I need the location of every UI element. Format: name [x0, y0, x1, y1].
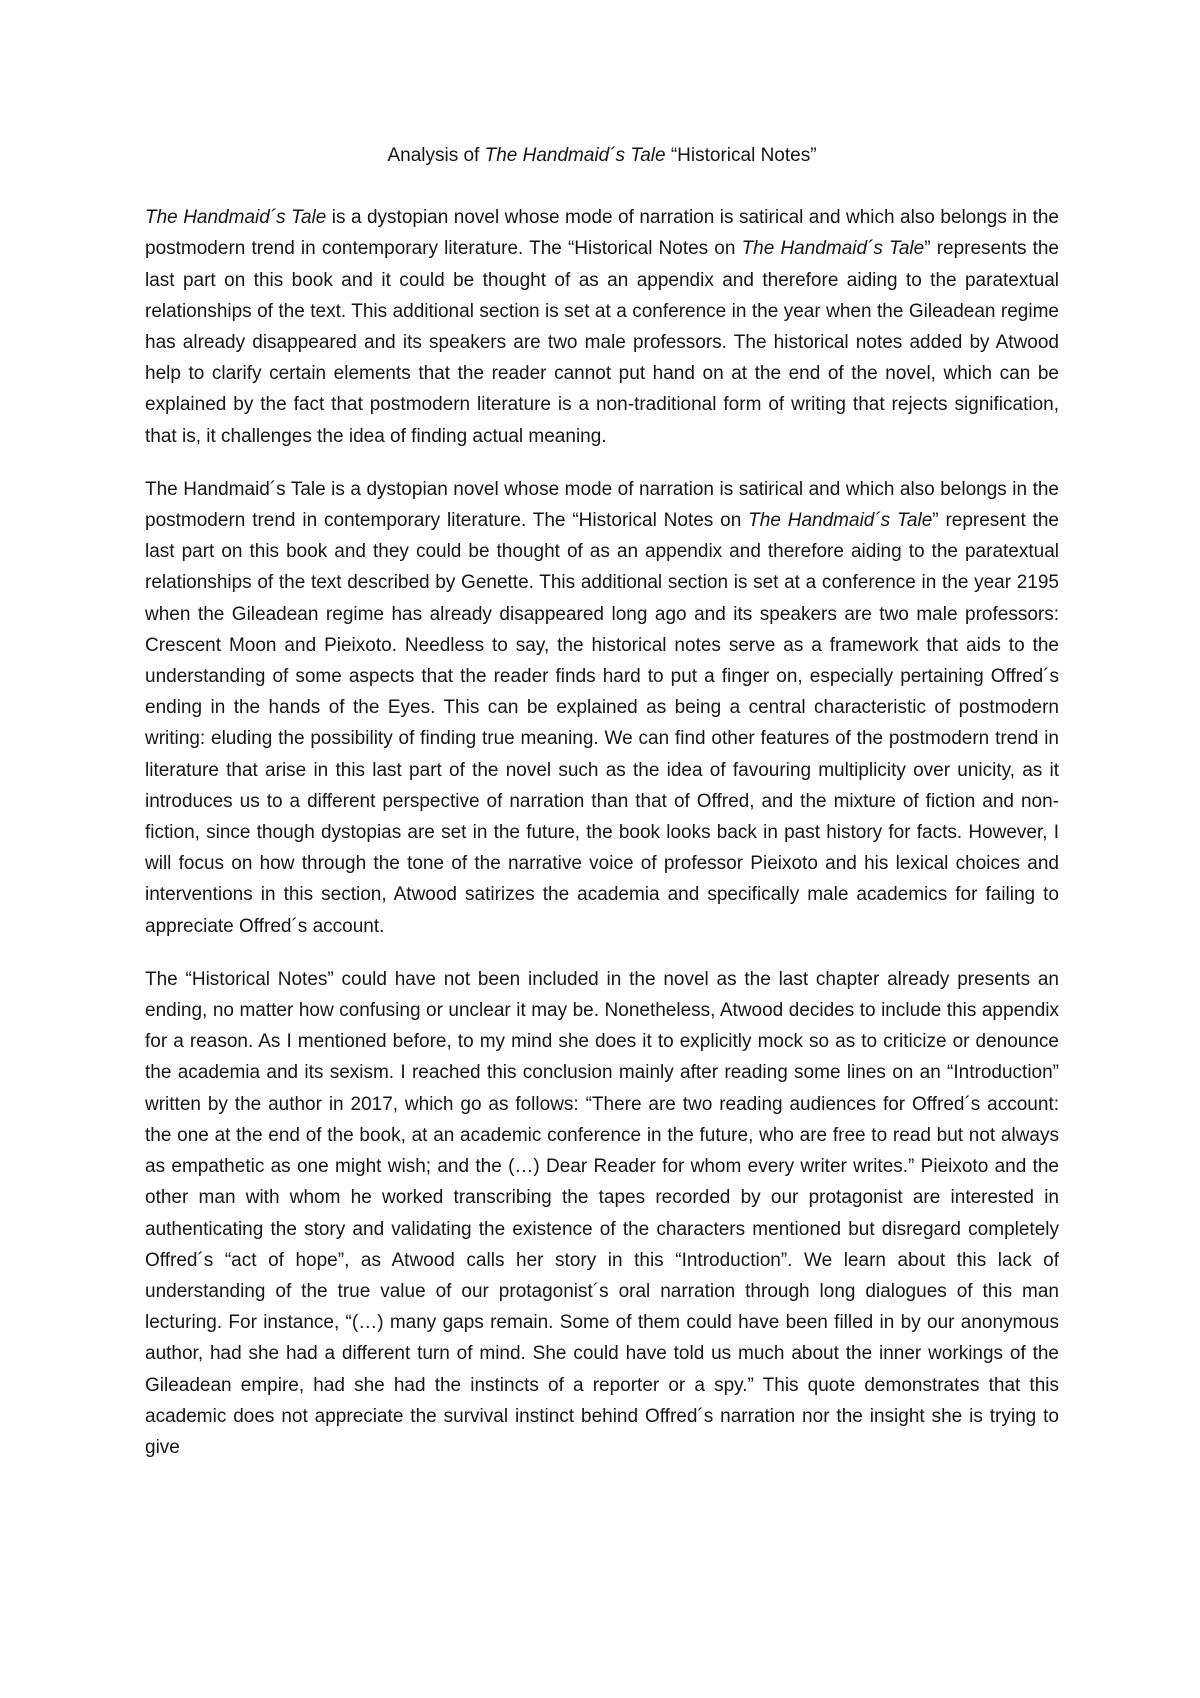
title-suffix: “Historical Notes”: [665, 145, 817, 166]
document-page: [145, 140, 1059, 1485]
paragraph-1: [145, 202, 1059, 452]
paragraph-1-text-1: is a dystopian novel whose mode of narration is satirical and which also belongs in the postmodern trend in contemporary literature. The “Historical Notes on: [145, 207, 1059, 260]
paragraph-1-italic-2: The Handmaid´s Tale: [741, 238, 925, 260]
paragraph-2: [145, 474, 1059, 942]
paragraph-3-text-1: The “Historical Notes” could have not been included in the novel as the last chapter already presents an ending, no matter how confusing or unclear it may be. Nonetheless, Atwood decides to include this appendix for a reason. As I mentioned before, to my mind she does it to explicitly mock so as to criticize or denounce the academia and its sexism. I reached this conclusion mainly after reading some lines on an “Introduction” written by the author in 2017, which go as follows: “There are two reading audiences for Offred´s account: the one at the end of the book, at an academic conference in the future, who are free to read but not always as empathetic as one might wish; and the (…) Dear Reader for whom every writer writes.” Pieixoto and the other man with whom he worked transcribing the tapes recorded by our protagonist are interested in authenticating the story and validating the existence of the characters mentioned but disregard completely Offred´s “act of hope”, as Atwood calls her story in this “Introduction”. We learn about this lack of understanding of the true value of our protagonist´s oral narration through long dialogues of this man lecturing. For instance, “(…) many gaps remain. Some of them could have been filled in by our anonymous author, had she had a different turn of mind. She could have told us much about the inner workings of the Gileadean empire, had she had the instincts of a reporter or a spy.” This quote demonstrates that this academic does not appreciate the survival instinct behind Offred´s narration nor the insight she is trying to give: [145, 968, 1059, 1458]
document-title: [145, 140, 1059, 171]
paragraph-1-italic-1: The Handmaid´s Tale: [145, 207, 327, 229]
paragraph-2-text-1: The Handmaid´s Tale is a dystopian novel whose mode of narration is satirical and which also belongs in the postmodern trend in contemporary literature. The “Historical Notes on: [145, 478, 1059, 532]
paragraph-1-text-2: ” represents the last part on this book and it could be thought of as an appendix and therefore aiding to the paratextual relationships of the text. This additional section is set at a conference in the year when the Gileadean regime has already disappeared and its speakers are two male professors. The historical notes added by Atwood help to clarify certain elements that the reader cannot put hand on at the end of the novel, which can be explained by the fact that postmodern literature is a non-traditional form of writing that rejects signification, that is, it challenges the idea of finding actual meaning.: [145, 238, 1059, 447]
paragraph-2-text-2: ” represent the last part on this book and they could be thought of as an appendix and therefore aiding to the paratextual relationships of the text described by Genette. This additional section is set at a conference in the year 2195 when the Gileadean regime has already disappeared long ago and its speakers are two male professors: Crescent Moon and Pieixoto. Needless to say, the historical notes serve as a framework that aids to the understanding of some aspects that the reader finds hard to put a finger on, especially pertaining Offred´s ending in the hands of the Eyes. This can be explained as being a central characteristic of postmodern writing: eluding the possibility of finding true meaning. We can find other features of the postmodern trend in literature that arise in this last part of the novel such as the idea of favouring multiplicity over unicity, as it introduces us to a different perspective of narration than that of Offred, and the mixture of fiction and non-fiction, since though dystopias are set in the future, the book looks back in past history for facts. However, I will focus on how through the tone of the narrative voice of professor Pieixoto and his lexical choices and interventions in this section, Atwood satirizes the academia and specifically male academics for failing to appreciate Offred´s account.: [145, 510, 1059, 937]
title-italic: The Handmaid´s Tale: [484, 145, 666, 166]
title-prefix: Analysis of: [387, 145, 485, 166]
paragraph-3: [145, 964, 1059, 1463]
paragraph-2-italic-1: The Handmaid´s Tale: [748, 510, 933, 532]
